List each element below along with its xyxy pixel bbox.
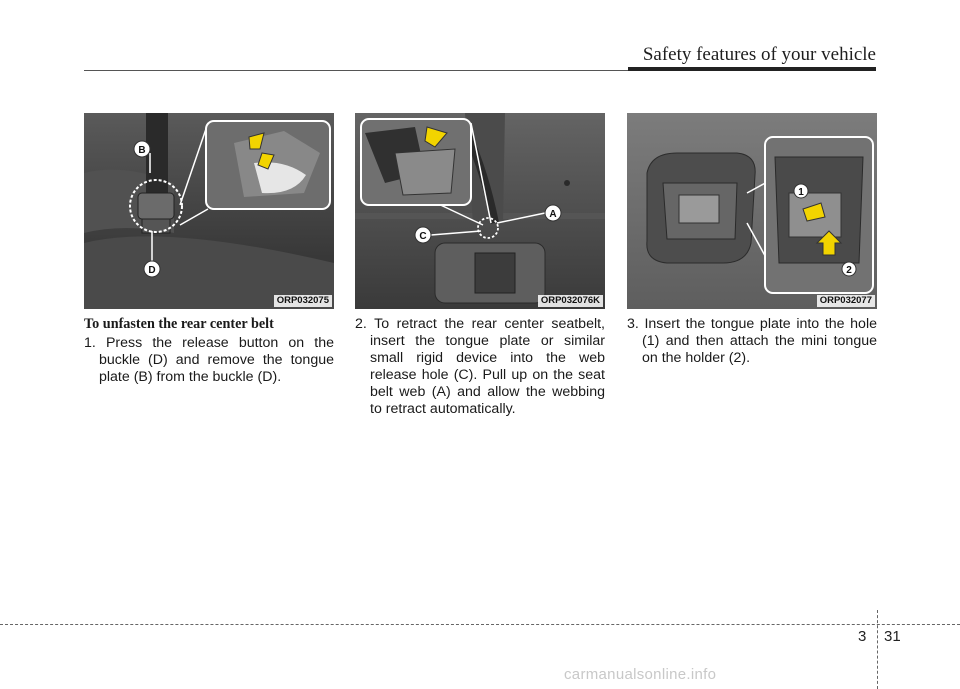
step-1: 1. Press the release button on the buckle (D) and remove the tongue plate (B) from the buckle (D).: [84, 335, 334, 385]
svg-text:C: C: [419, 231, 427, 242]
header-rule-accent: [628, 67, 876, 71]
section-title: Safety features of your vehicle: [642, 44, 876, 65]
web-release-illustration: [355, 113, 605, 309]
holder-illustration: [627, 113, 877, 309]
figure-code: ORP032075: [274, 295, 332, 307]
svg-text:A: A: [549, 209, 557, 220]
footer-rule: [0, 624, 960, 625]
footer-divider: [877, 610, 878, 689]
chapter-number: 3: [858, 628, 867, 645]
page-number: 31: [884, 628, 901, 645]
step-3: 3. Insert the tongue plate into the hole (1) and then attach the mini tongue on the holder (2).: [627, 316, 877, 366]
watermark: carmanualsonline.info: [564, 666, 717, 683]
figure-code: ORP032076K: [538, 295, 603, 307]
figure-code: ORP032077: [817, 295, 875, 307]
subheading: To unfasten the rear center belt: [84, 316, 274, 332]
svg-text:B: B: [138, 145, 146, 156]
figure-holder: [627, 113, 877, 309]
svg-text:2: 2: [846, 265, 852, 276]
step-2: 2. To retract the rear center seatbelt, insert the tongue plate or similar small rigid device into the web release hole (C). Pull up on the seat belt web (A) and allow the webbing to retract automatically.: [355, 316, 605, 417]
figure-retract-belt: [355, 113, 605, 309]
svg-text:1: 1: [798, 187, 804, 198]
column-2: [355, 316, 605, 418]
column-3: [627, 316, 877, 367]
seat-buckle-illustration: [84, 113, 334, 309]
column-1: [84, 316, 334, 386]
figure-unfasten-buckle: [84, 113, 334, 309]
svg-text:D: D: [148, 265, 156, 276]
